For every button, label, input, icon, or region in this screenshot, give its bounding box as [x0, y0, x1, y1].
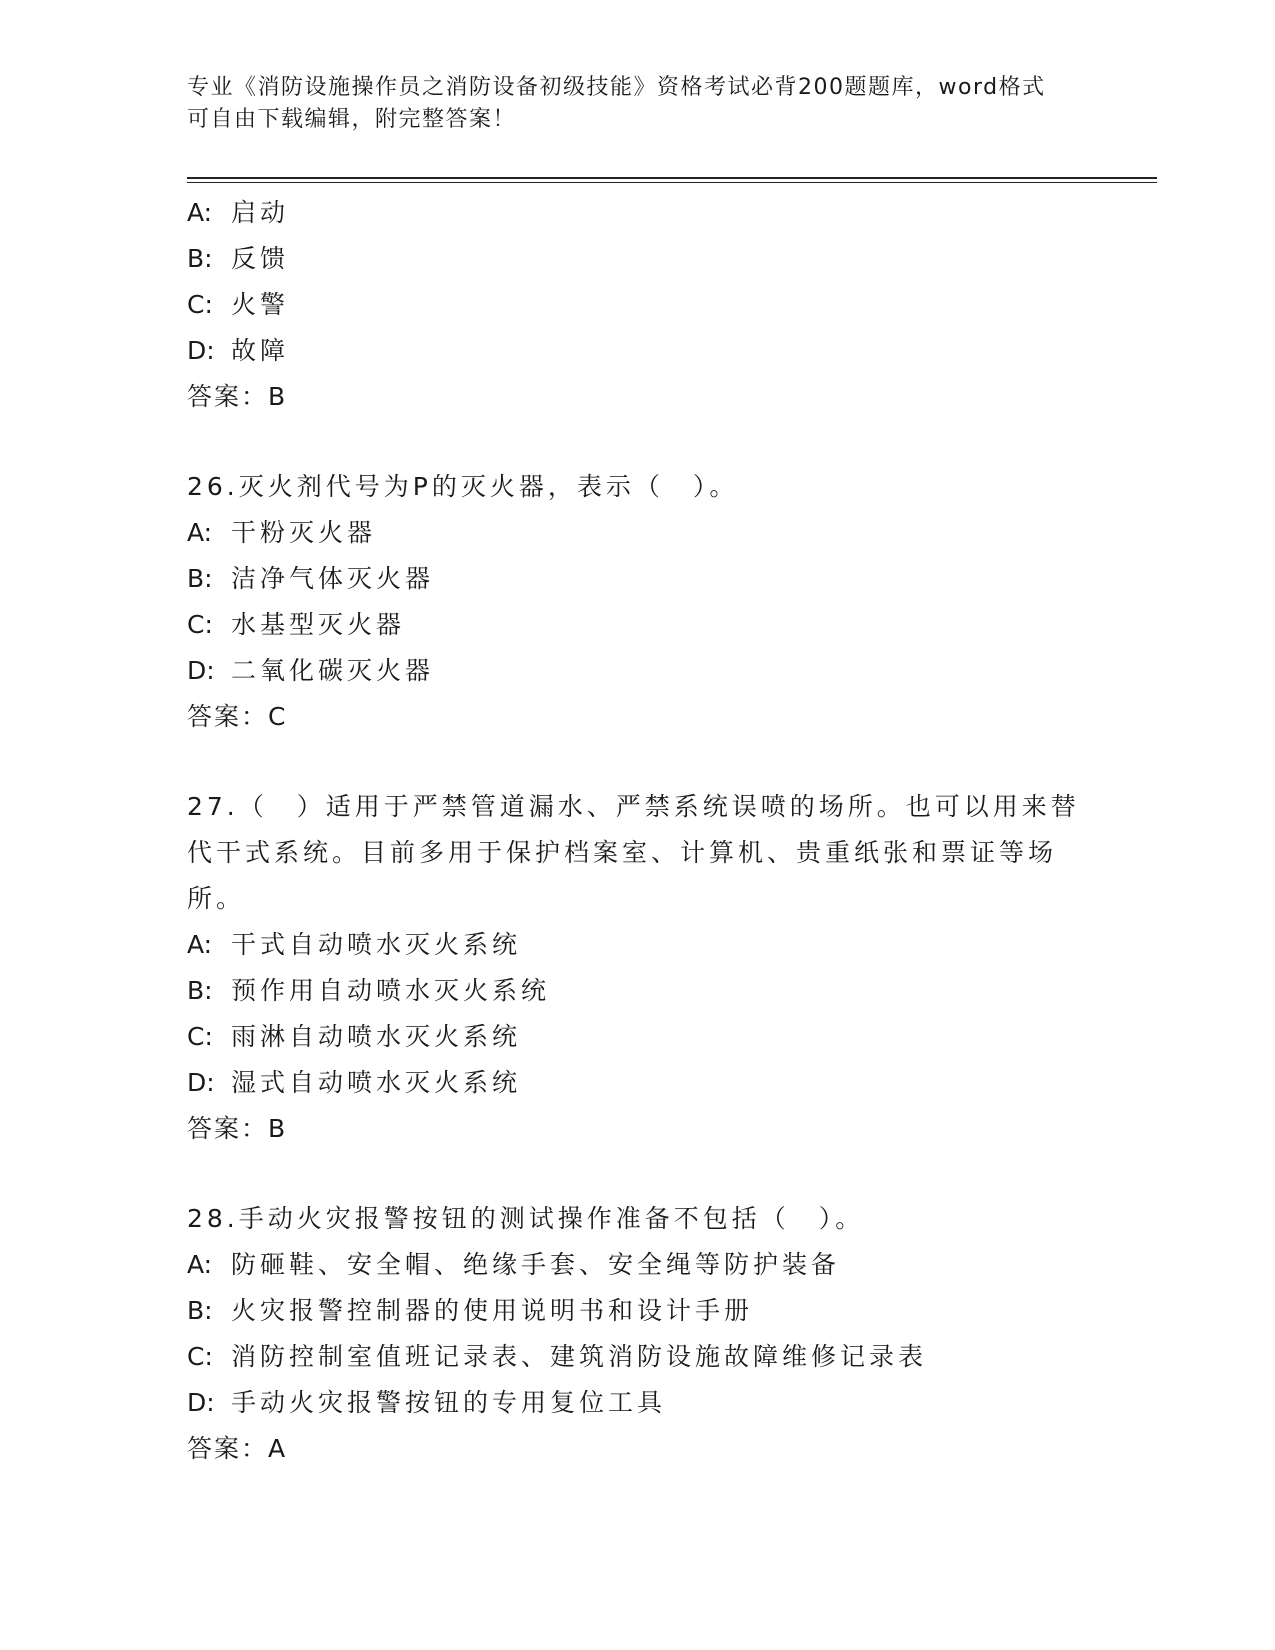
question-28-block	[187, 1196, 1087, 1472]
option-text: 启动	[231, 198, 290, 227]
option-label: A:	[187, 930, 213, 959]
option-text: 二氧化碳灭火器	[231, 656, 435, 685]
document-header: 专业《消防设施操作员之消防设备初级技能》资格考试必背200题题库，word格式可自由下载编辑，附完整答案！	[187, 75, 1046, 132]
question-text: 27.（ ）适用于严禁管道漏水、严禁系统误喷的场所。也可以用来替代干式系统。目前多用于保护档案室、计算机、贵重纸张和票证等场所。	[187, 792, 1080, 913]
option-text: 消防控制室值班记录表、建筑消防设施故障维修记录表	[231, 1342, 928, 1371]
option-label: A:	[187, 198, 213, 227]
spacer	[187, 420, 1087, 464]
option-a	[187, 922, 1087, 968]
option-label: B:	[187, 976, 213, 1005]
option-text: 故障	[231, 336, 290, 365]
option-label: D:	[187, 1068, 215, 1097]
option-c	[187, 282, 1087, 328]
option-label: D:	[187, 656, 215, 685]
option-text: 湿式自动喷水灭火系统	[231, 1068, 522, 1097]
question-25-block	[187, 190, 1087, 420]
option-text: 反馈	[231, 244, 290, 273]
option-d	[187, 648, 1087, 694]
option-text: 火警	[231, 290, 290, 319]
option-d	[187, 328, 1087, 374]
option-label: C:	[187, 610, 213, 639]
option-text: 洁净气体灭火器	[231, 564, 435, 593]
spacer	[187, 1152, 1087, 1196]
option-b	[187, 236, 1087, 282]
answer-text: 答案：C	[187, 702, 288, 731]
option-text: 手动火灾报警按钮的专用复位工具	[231, 1388, 667, 1417]
option-c	[187, 602, 1087, 648]
option-label: C:	[187, 1342, 213, 1371]
option-c	[187, 1014, 1087, 1060]
option-text: 干式自动喷水灭火系统	[231, 930, 522, 959]
option-d	[187, 1060, 1087, 1106]
option-text: 预作用自动喷水灭火系统	[231, 976, 551, 1005]
question-content	[187, 190, 1087, 1472]
option-a	[187, 1242, 1087, 1288]
option-c	[187, 1334, 1087, 1380]
header-rule-thick	[187, 177, 1157, 179]
option-label: D:	[187, 1388, 215, 1417]
option-a	[187, 190, 1087, 236]
question-text: 26.灭火剂代号为P的灭火器，表示（ ）。	[187, 472, 739, 501]
option-text: 干粉灭火器	[231, 518, 377, 547]
option-text: 雨淋自动喷水灭火系统	[231, 1022, 522, 1051]
option-b	[187, 968, 1087, 1014]
option-label: B:	[187, 564, 213, 593]
answer-text: 答案：A	[187, 1434, 288, 1463]
option-d	[187, 1380, 1087, 1426]
option-label: B:	[187, 244, 213, 273]
option-text: 防砸鞋、安全帽、绝缘手套、安全绳等防护装备	[231, 1250, 841, 1279]
option-b	[187, 556, 1087, 602]
answer-text: 答案：B	[187, 1114, 288, 1143]
option-label: B:	[187, 1296, 213, 1325]
option-label: A:	[187, 1250, 213, 1279]
option-label: C:	[187, 290, 213, 319]
header-rule-thin	[187, 182, 1157, 183]
option-b	[187, 1288, 1087, 1334]
spacer	[187, 740, 1087, 784]
option-label: C:	[187, 1022, 213, 1051]
question-27-block	[187, 784, 1087, 1152]
question-text: 28.手动火灾报警按钮的测试操作准备不包括（ ）。	[187, 1204, 865, 1233]
option-text: 火灾报警控制器的使用说明书和设计手册	[231, 1296, 754, 1325]
answer-text: 答案：B	[187, 382, 288, 411]
option-label: A:	[187, 518, 213, 547]
option-text: 水基型灭火器	[231, 610, 406, 639]
option-a	[187, 510, 1087, 556]
option-label: D:	[187, 336, 215, 365]
question-26-block	[187, 464, 1087, 740]
